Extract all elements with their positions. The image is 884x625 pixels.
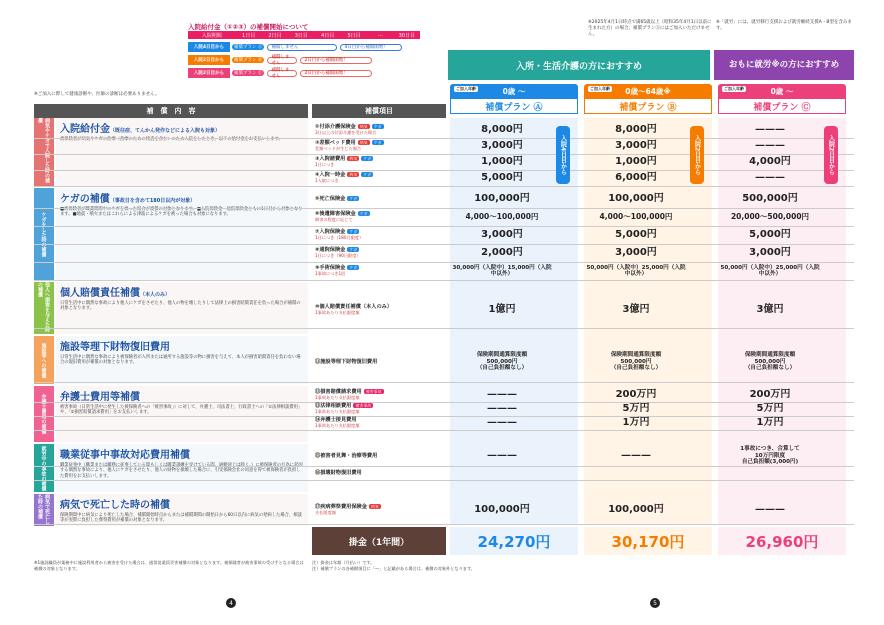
benefit-item-text xyxy=(315,140,384,152)
section-body xyxy=(56,444,308,492)
plan-c-value xyxy=(720,466,820,480)
plan-a-value: ——— xyxy=(487,403,517,415)
plan-c-value: 保険期間通算限度額 500,000円 （自己負担額なし） xyxy=(744,352,796,372)
header-main: 入所・生活介護の方におすすめ xyxy=(448,50,710,80)
section-body xyxy=(56,118,308,186)
timeline-bar-on: 2日目から補償開始！ xyxy=(300,70,372,77)
section-subtitle: （事故日を含めて180日以内が対象） xyxy=(109,198,196,204)
row-divider xyxy=(34,480,854,481)
item-tag: ケガ xyxy=(363,156,372,161)
timeline-head-3: 3日目 xyxy=(294,32,308,39)
item-name: 施設等理下財物復旧費用 xyxy=(320,359,378,365)
benefit-item xyxy=(312,446,446,466)
section-body xyxy=(56,188,308,280)
item-name: 入院諸費用 xyxy=(319,156,346,162)
item-name: 損害賠償請求費用 xyxy=(320,389,362,395)
item-number: ⑫ xyxy=(315,389,321,395)
plan-age xyxy=(718,84,846,98)
timeline-head-7: 30日目 xyxy=(398,32,415,39)
section-title-text: ケガの補償 xyxy=(60,194,110,205)
item-tag: ケガ xyxy=(363,172,372,177)
item-note: 1日につき xyxy=(315,162,335,167)
benefit-item-text xyxy=(315,359,377,365)
timeline-plan: 補償プラン Ⓑ xyxy=(234,58,263,63)
plan-c-value: 20,000～500,000円 xyxy=(730,211,810,221)
benefit-item xyxy=(312,226,446,244)
plan-c-value: 1万円 xyxy=(756,417,784,429)
row-divider xyxy=(34,430,854,431)
plan-name: 補償プラン Ⓒ xyxy=(718,98,846,114)
plan-a-value: 1億円 xyxy=(488,304,516,316)
item-number: ② xyxy=(315,140,320,146)
section-description: 被保険者が病気やケガの治療（治療のための検査を含む）のため入院をしたとき、以下の給付金をお支払いします。 xyxy=(60,137,283,142)
timeline-bar-on: 4日目から補償開始！ xyxy=(340,44,402,51)
section-band: 就労中の事故の補償 xyxy=(34,444,54,492)
item-tag: ケガ xyxy=(359,211,368,216)
item-number: ⑦ xyxy=(315,229,320,235)
plan-c-value: 500,000円 xyxy=(742,193,798,205)
plan-a-value: 30,000円（入院中）15,000円（入院中以外） xyxy=(452,264,552,277)
plan-c-value: 1事故につき、合算して 10万円限度 自己負担額(3,000円) xyxy=(740,446,800,466)
item-tag: ケガ xyxy=(349,247,358,252)
item-name: 付添介護保険金 xyxy=(319,124,356,130)
section-description: 保険期間中に病気により死亡した場合、補償開始時点からまたは補償期間の開始日から60日以内に病気の発病した場合、相談等が実際に負担した葬祭費用が補償の対象となります。 xyxy=(60,513,302,524)
plan-b-value: 3億円 xyxy=(622,304,650,316)
plan-a-value: ——— xyxy=(487,450,517,462)
plan-b-value: 5万円 xyxy=(622,403,650,415)
plan-c-header xyxy=(718,84,846,114)
section-title xyxy=(60,338,304,353)
plan-a-header xyxy=(450,84,578,114)
age-tag: ご加入年齢 xyxy=(456,86,476,91)
benefit-item-text xyxy=(315,389,384,401)
row-divider xyxy=(34,382,854,383)
item-name: 手術保険金 xyxy=(319,265,346,271)
plan-age xyxy=(584,84,712,98)
timeline-bar-off: 補償しません xyxy=(267,70,297,77)
item-number: ⑯ xyxy=(315,470,321,476)
item-tag: ケガ xyxy=(349,229,358,234)
timeline-row xyxy=(188,55,420,65)
section-subtitle: （既往症、てんかん発作などによる入院も対象） xyxy=(110,128,221,134)
plan-b-value: 保険期間通算限度額 500,000円 （自己負担額なし） xyxy=(610,352,662,372)
note-left: ※ご加入に際して健康診断や、医師の診断は必要ありません。 xyxy=(34,92,160,97)
plan-b-value: 3,000円 xyxy=(615,140,657,152)
section-description: 被害事故（日常生活中に発生した被保険者への「被害事故」）に対して、弁護士、司法書士、行政書士への「①法律相談費用」や、「②損害賠償請求費用」をお支払いします。 xyxy=(60,405,303,416)
item-note: 1事故につき1回 xyxy=(315,271,346,276)
page-number-right: 5 xyxy=(650,598,660,608)
item-tag: 被害事故 xyxy=(355,403,372,408)
item-note: 1事故あたり支払限度額 xyxy=(315,409,360,414)
section-title xyxy=(60,446,304,461)
column-header-items: 補償項目 xyxy=(312,104,446,118)
item-number: ⑬ xyxy=(315,403,321,409)
benefit-item xyxy=(312,466,446,480)
timeline-head-5: 5日目 xyxy=(347,32,361,39)
plan-b-start-label: 入院2日目から xyxy=(690,126,704,184)
plan-a-value: 4,000～100,000円 xyxy=(465,211,539,221)
plan-c-start-label: 入院2日目から xyxy=(824,126,838,184)
plan-a-value: ——— xyxy=(487,417,517,429)
timeline-head-1: 1日目 xyxy=(242,32,256,39)
item-name: 通院保険金 xyxy=(319,247,346,253)
plan-c-value: ——— xyxy=(755,504,785,516)
item-note: 1事故あたり支払限度額 xyxy=(315,423,360,428)
section-title xyxy=(60,120,304,135)
timeline-row xyxy=(188,68,420,78)
plan-a-value: 2,000円 xyxy=(481,247,523,259)
plan-c-value: ——— xyxy=(755,172,785,184)
plan-b-header xyxy=(584,84,712,114)
plan-b-value xyxy=(586,466,686,480)
item-tag: ケガ xyxy=(349,265,358,270)
section-description: 職業従事中（職業または職務に従事している間もしくは職業訓練を受けている間、通勤途上は除く。）に被保険者の行為に起因する偶然な事故により、他人にケガをさせたり、他人の財物を損壊した場合に、引受保険会社の同意を得て被保険者が負担した費用をお支払いします。 xyxy=(60,463,303,479)
footnote-left: ※1施設職員が業務中に施設利用者から被害を受けた場合は、通常従業員災害補償の対象となります。被保険者が被害事故の受け手となる場合は補償の対象となります。 xyxy=(34,560,304,571)
plan-a-value: 100,000円 xyxy=(474,504,530,516)
benefit-item-text xyxy=(315,156,373,168)
item-note: 差額ベッドが生じた場合 xyxy=(315,146,362,151)
timeline-row-label: 入院2日目から xyxy=(188,55,230,65)
column-header-content: 補 償 内 容 xyxy=(34,104,308,118)
plan-b-value: 5,000円 xyxy=(615,229,657,241)
item-note: 1事故あたり支払限度額 xyxy=(315,310,360,315)
timeline-plan: 補償プラン Ⓐ xyxy=(234,45,263,50)
item-name: 後遺障害保険金 xyxy=(319,211,356,217)
item-name: 被害者見舞・治療等費用 xyxy=(320,453,378,459)
item-note: 1入院につき xyxy=(315,178,339,183)
row-divider xyxy=(34,524,854,525)
benefit-item xyxy=(312,416,446,430)
item-note: 1日につき（180日限度） xyxy=(315,235,364,240)
section-body xyxy=(56,282,308,334)
timeline-head-6: … xyxy=(377,32,383,38)
section-description: ■被保険者が職業期間中にケガを被った場合が補償の対象となります。■入院保険金・通院保険金ともに1日目から対象となります。■地震・噴火またはこれらによる津波によるケガを被った場合も対象になります。 xyxy=(60,207,303,218)
benefit-item xyxy=(312,122,446,138)
item-note: 障害の程度に応じて xyxy=(315,217,353,222)
timeline-row-label: 入院4日目から xyxy=(188,42,230,52)
section-band: ケガをした時の補償 xyxy=(34,188,54,280)
item-number: ⑨ xyxy=(315,265,320,271)
benefit-item xyxy=(312,388,446,402)
plan-c-value: 4,000円 xyxy=(749,156,791,168)
item-note: 1事故あたり支払限度額 xyxy=(315,395,360,400)
plan-a-value: 5,000円 xyxy=(481,172,523,184)
section-title-text: 入院給付金 xyxy=(60,124,110,135)
timeline-plan: 補償プラン Ⓒ xyxy=(234,71,263,76)
item-tag: ケガ xyxy=(349,196,358,201)
item-tag: ケガ xyxy=(373,140,382,145)
page-number-left: 4 xyxy=(226,598,236,608)
row-divider xyxy=(34,328,854,329)
section-band: 弁護士費用の補償 xyxy=(34,386,54,442)
section-band: 施設等への補償 xyxy=(34,336,54,384)
plan-b-value: 1万円 xyxy=(622,417,650,429)
benefit-item xyxy=(312,402,446,416)
section-title-text: 弁護士費用等補償 xyxy=(60,392,140,403)
timeline-bar-on: 2日目から補償開始！ xyxy=(300,57,372,64)
benefit-item xyxy=(312,190,446,208)
plan-b-total: 30,170円 xyxy=(584,527,712,555)
plan-b-value: 8,000円 xyxy=(615,124,657,136)
item-number: ⑤ xyxy=(315,196,320,202)
section-title-text: 病気で死亡した時の補償 xyxy=(60,500,170,511)
plan-c-value: 200万円 xyxy=(749,389,791,401)
plan-c-value: 5万円 xyxy=(756,403,784,415)
item-number: ⑰ xyxy=(315,504,321,510)
plan-a-total: 24,270円 xyxy=(450,527,578,555)
plan-c-value: 5,000円 xyxy=(749,229,791,241)
age-tag: ご加入年齢 xyxy=(590,86,610,91)
benefit-item xyxy=(312,342,446,382)
item-name: 差額ベッド費用 xyxy=(319,140,356,146)
plan-b-value: ——— xyxy=(621,450,651,462)
plan-c-value: 3億円 xyxy=(756,304,784,316)
footnote-right: 注）掛金は年額（月払い）です。 注）補償プランの各補償項目に「―」と記載がある場合は、補償の対象外となります。 xyxy=(312,560,475,571)
benefit-item-text xyxy=(315,304,392,316)
item-number: ⑥ xyxy=(315,211,320,217)
section-body xyxy=(56,494,308,526)
benefit-item xyxy=(312,262,446,280)
section-title xyxy=(60,190,304,205)
benefit-item xyxy=(312,292,446,328)
plan-age-text: 0歳 ～ xyxy=(502,86,526,96)
item-tag: 病気 xyxy=(370,504,379,509)
section-title xyxy=(60,496,304,511)
plan-name: 補償プラン Ⓑ xyxy=(584,98,712,114)
section-body xyxy=(56,336,308,384)
note-right-1: ※2025年4月1日時点で満65歳以上（昭和35年4月1日以前に生まれた方）の場合、補償プランⒶにはご加入いただけません。 xyxy=(588,20,712,37)
item-note: 3日以上の付添介護を受けた場合 xyxy=(315,130,377,135)
plan-age xyxy=(450,84,578,98)
section-title-text: 個人賠償責任補償 xyxy=(60,288,140,299)
plan-a-value: 3,000円 xyxy=(481,229,523,241)
timeline-bar-off: 補償しません xyxy=(267,44,337,51)
item-number: ④ xyxy=(315,172,320,178)
plan-c-total: 26,960円 xyxy=(718,527,846,555)
item-number: ⑮ xyxy=(315,453,321,459)
age-tag: ご加入年齢 xyxy=(724,86,744,91)
plan-b-value: 4,000～100,000円 xyxy=(599,211,673,221)
note-right-2: ※「就労」には、就労移行支援および就労継続支援A・B型を含みます。 xyxy=(716,20,852,31)
timeline-header xyxy=(188,31,420,39)
item-tag: 病気 xyxy=(359,140,368,145)
plan-age-text: 0歳～64歳※ xyxy=(625,86,671,96)
item-number: ⑪ xyxy=(315,359,321,365)
timeline-bar-off: 補償しません xyxy=(267,57,297,64)
benefit-item-text xyxy=(315,229,363,241)
benefit-item-text xyxy=(315,453,377,459)
plan-a-value: 保険期間通算限度額 500,000円 （自己負担額なし） xyxy=(476,352,528,372)
header-side: おもに就労※の方におすすめ xyxy=(714,50,854,80)
plan-b-value: 50,000円（入院中）25,000円（入院中以外） xyxy=(586,264,686,277)
section-subtitle: （本人のみ） xyxy=(140,292,171,298)
benefit-item xyxy=(312,138,446,154)
item-name: 死亡保険金 xyxy=(319,196,346,202)
benefit-item-text xyxy=(315,504,381,516)
timeline-head-4: 4日目 xyxy=(321,32,335,39)
plan-a-value: 8,000円 xyxy=(481,124,523,136)
item-tag: 病気 xyxy=(349,156,358,161)
item-name: 入院一時金 xyxy=(319,172,346,178)
benefit-item-text xyxy=(315,196,359,202)
section-description: 日常生活中に偶然な事故により被保険者が入所または通所する施設等の物に損害を与えて、本人が損害賠償責任を負わない場合の復旧費用が補償の対象となります。 xyxy=(60,355,301,366)
plan-c-value: 50,000円（入院中）25,000円（入院中以外） xyxy=(720,264,820,277)
section-title xyxy=(60,284,304,299)
item-name: 弁護士接見費用 xyxy=(320,417,357,423)
total-label: 掛金（1年間） xyxy=(312,527,446,555)
benefit-item-text xyxy=(315,211,370,223)
plan-name: 補償プラン Ⓐ xyxy=(450,98,578,114)
benefit-item-text xyxy=(315,265,359,277)
benefit-item-text xyxy=(315,470,362,476)
section-title xyxy=(60,388,304,403)
benefit-item xyxy=(312,244,446,262)
section-description: 日常生活中に偶然な事故により他人にケガをさせたり、他人の物を壊したりして法律上の損害賠償責任を負った場合が補償の対象となります。 xyxy=(60,301,301,312)
item-tag: 病気 xyxy=(359,124,368,129)
item-name: 疾病葬祭費用保険金 xyxy=(320,504,367,510)
benefit-item xyxy=(312,170,446,186)
item-tag: 被害事故 xyxy=(365,389,382,394)
item-tag: ケガ xyxy=(373,124,382,129)
plan-a-start-label: 入院4日目から xyxy=(556,126,570,184)
plan-a-value: 100,000円 xyxy=(474,193,530,205)
timeline-title: 入院給付金（①②③）の補償開始について xyxy=(188,23,309,31)
plan-b-value: 3,000円 xyxy=(615,247,657,259)
benefit-item-text xyxy=(315,172,373,184)
row-divider xyxy=(34,280,854,281)
item-name: 個人賠償責任補償（本人のみ） xyxy=(319,304,393,310)
timeline-head-0: 入院期間 xyxy=(201,32,222,39)
row-divider xyxy=(34,186,854,187)
section-title-text: 施設等理下財物復旧費用 xyxy=(60,342,170,353)
plan-c-value: 3,000円 xyxy=(749,247,791,259)
item-note: 1日につき（90日限度） xyxy=(315,253,361,258)
item-number: ⑭ xyxy=(315,417,321,423)
benefit-item-text xyxy=(315,403,373,415)
item-name: 法律相談費用 xyxy=(320,403,352,409)
plan-a-value xyxy=(452,466,552,480)
section-band: 他人へ損害を与えた時の補償 xyxy=(34,282,54,334)
item-name: 損壊財物復旧費用 xyxy=(320,470,362,476)
benefit-item-text xyxy=(315,247,361,259)
benefit-item xyxy=(312,154,446,170)
item-note: 支払限度額 xyxy=(315,510,336,515)
plan-a-value: 1,000円 xyxy=(481,156,523,168)
plan-b-value: 200万円 xyxy=(615,389,657,401)
plan-b-value: 1,000円 xyxy=(615,156,657,168)
plan-age-text: 0歳 ～ xyxy=(770,86,794,96)
item-number: ⑧ xyxy=(315,247,320,253)
section-body xyxy=(56,386,308,442)
plan-a-value: 3,000円 xyxy=(481,140,523,152)
item-tag: 病気 xyxy=(349,172,358,177)
plan-c-value: ——— xyxy=(755,140,785,152)
section-band: 病気やケガで入院した時の補償 xyxy=(34,118,54,186)
plan-b-value: 100,000円 xyxy=(608,193,664,205)
timeline-head-2: 2日目 xyxy=(268,32,282,39)
plan-b-value: 6,000円 xyxy=(615,172,657,184)
benefit-item xyxy=(312,208,446,226)
benefit-item xyxy=(312,496,446,524)
item-number: ③ xyxy=(315,156,320,162)
item-number: ⑩ xyxy=(315,304,320,310)
section-title-text: 職業従事中事故対応費用補償 xyxy=(60,450,190,461)
timeline-row-label: 入院2日目から xyxy=(188,68,230,78)
section-band: 病気で死亡した時の補償 xyxy=(34,494,54,526)
plan-a-value: ——— xyxy=(487,389,517,401)
benefit-item-text xyxy=(315,417,360,429)
plan-b-value: 100,000円 xyxy=(608,504,664,516)
plan-c-value: ——— xyxy=(755,124,785,136)
item-name: 入院保険金 xyxy=(319,229,346,235)
timeline-row xyxy=(188,42,420,52)
item-number: ① xyxy=(315,124,320,130)
benefit-item-text xyxy=(315,124,384,136)
